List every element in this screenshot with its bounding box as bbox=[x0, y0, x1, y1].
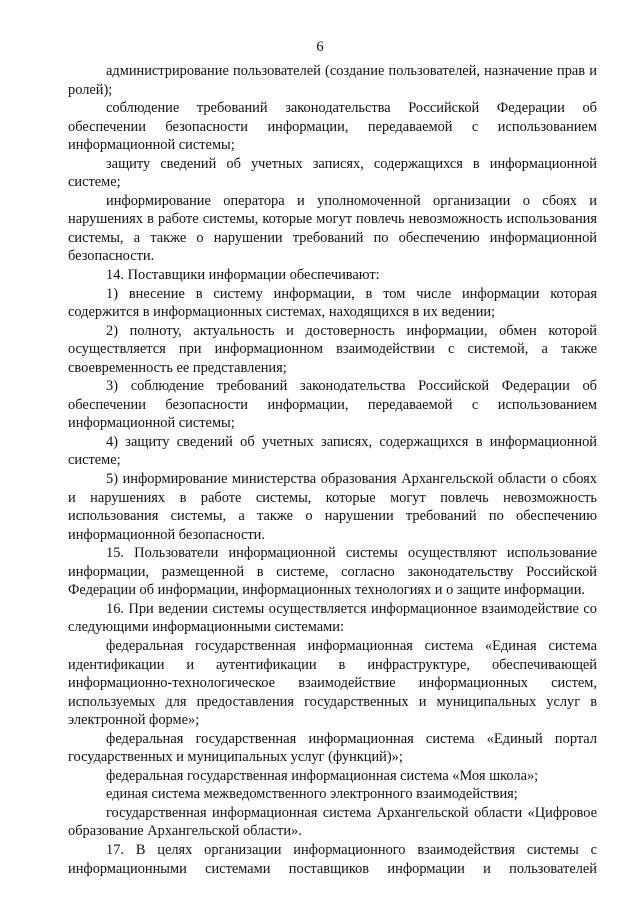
clause-14-item-5: 5) информирование министерства образования Архангельской области о сбоях и нарушениях в работе системы, которые могут повлечь невозможность использования системы, а также о нарушении требований по обеспечению информационной безопасности. bbox=[68, 471, 597, 543]
page-number: 6 bbox=[316, 39, 324, 55]
clause-14-item-3: 3) соблюдение требований законодательства Российской Федерации об обеспечении безопасности информации, передаваемой с использованием информационной системы; bbox=[68, 378, 597, 432]
paragraph-account-protection: защиту сведений об учетных записях, содержащихся в информационной системе; bbox=[68, 155, 597, 191]
system-smev: единая система межведомственного электронного взаимодействия; bbox=[106, 786, 518, 803]
clause-17: 17. В целях организации информационного взаимодействия системы с информационными системами поставщиков информации и пользователей bbox=[68, 841, 597, 877]
paragraph-admin-users: администрирование пользователей (создание пользователей, назначение прав и ролей); bbox=[68, 63, 597, 98]
system-my-school: федеральная государственная информационная система «Моя школа»; bbox=[106, 767, 539, 784]
clause-14-heading: 14. Поставщики информации обеспечивают: bbox=[106, 267, 380, 284]
paragraph-law-compliance: соблюдение требований законодательства Российской Федерации об обеспечении безопасности информации, передаваемой с использованием информационной системы; bbox=[68, 100, 597, 154]
paragraph-operator-notification: информирование оператора и уполномоченной организации о сбоях и нарушениях в работе системы, которые могут повлечь невозможность использования системы, а также о нарушении требований по обеспечению информационной безопасности. bbox=[68, 192, 597, 265]
clause-14-item-2: 2) полноту, актуальность и достоверность информации, обмен которой осуществляется при информационном взаимодействии с системой, а также своевременность ее представления; bbox=[68, 322, 597, 376]
system-epgu: федеральная государственная информационная система «Единый портал государственных и муниципальных услуг (функций)»; bbox=[68, 730, 597, 766]
clause-15: 15. Пользователи информационной системы осуществляют использование информации, размещенной в системе, согласно законодательству Российской Федерации об информации, информационных технологиях и о защите информации. bbox=[68, 545, 597, 599]
clause-14-item-1: 1) внесение в систему информации, в том числе информации которая содержится в информационных системах, находящихся в их ведении; bbox=[68, 285, 597, 321]
clause-14-item-4: 4) защиту сведений об учетных записях, содержащихся в информационной системе; bbox=[68, 433, 597, 469]
system-digital-education: государственная информационная система Архангельской области «Цифровое образование Архангельской области». bbox=[68, 804, 597, 840]
system-esia: федеральная государственная информационная система «Единая система идентификации и аутентификации в инфраструктуре, обеспечивающей информационно-технологическое взаимодействие информационных систем, используемых для предоставления государственных и муниципальных услуг в электронной форме»; bbox=[68, 637, 597, 729]
clause-16: 16. При ведении системы осуществляется информационное взаимодействие со следующими информационными системами: bbox=[68, 600, 597, 636]
document-body bbox=[68, 62, 597, 878]
